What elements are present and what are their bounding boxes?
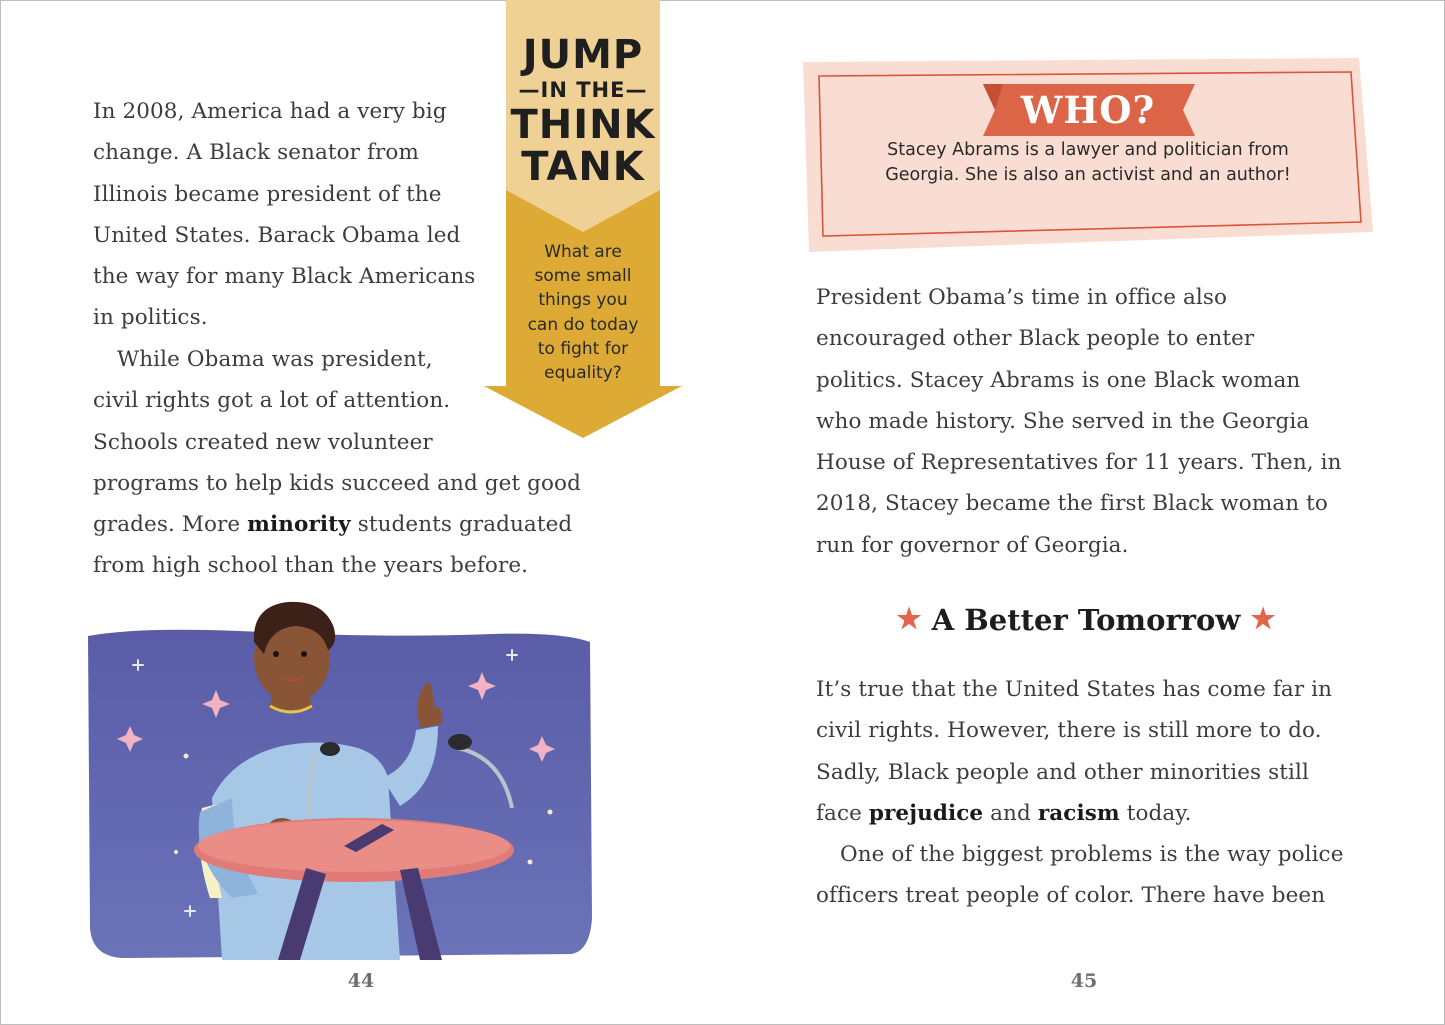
text-span: and [983,800,1038,826]
think-tank-question [514,240,652,385]
text-line: One of the biggest problems is the way police [840,842,1344,868]
heading-text: A Better Tomorrow [931,603,1241,637]
question-line: to fight for [537,338,629,359]
title-line: THINK [510,102,656,148]
keyword-minority: minority [247,512,351,538]
who-title [803,88,1373,132]
illustration-art [82,598,594,960]
text-line: Sadly, Black people and other minorities still [816,759,1309,785]
text-line: from high school than the years before. [93,553,529,579]
who-box [803,58,1373,254]
right-paragraph-2 [816,669,1344,917]
text-line: Illinois became president of the [93,181,442,207]
think-tank-title [506,34,660,188]
question-line: What are [544,242,622,262]
who-title-text: WHO? [1020,88,1156,132]
speaker-illustration [82,598,594,960]
text-line: officers treat people of color. There have been [816,883,1326,909]
text-line: While Obama was president, [117,347,433,372]
text-line: 2018, Stacey became the first Black woman to [816,491,1328,517]
who-text-line: Georgia. She is also an activist and an author! [885,165,1291,185]
section-heading [816,602,1356,637]
text-line: House of Representatives for 11 years. Then, in [816,450,1342,476]
text-line: politics. Stacey Abrams is one Black woman [816,367,1301,393]
text-line: encouraged other Black people to enter [816,326,1255,352]
question-line: some small [534,266,632,287]
text-line [93,504,581,545]
right-paragraph-1 [816,277,1342,566]
title-line: TANK [521,144,645,190]
question-line: equality? [544,363,622,384]
text-span: students graduated [350,512,573,538]
who-description [853,138,1323,188]
text-span: face [816,800,869,826]
who-text-line: Stacey Abrams is a lawyer and politician from [887,140,1289,160]
text-line: civil rights got a lot of attention. [93,388,451,414]
text-line: President Obama’s time in office also [816,285,1228,310]
text-line: programs to help kids succeed and get good [93,470,581,496]
text-span: grades. More [93,512,248,538]
text-line [816,793,1344,834]
text-line: It’s true that the United States has come far in [816,677,1333,702]
star-icon: ★ [1250,602,1276,635]
text-line: civil rights. However, there is still more to do. [816,718,1322,744]
star-icon: ★ [896,602,922,635]
text-span: today. [1119,800,1192,826]
title-line: —IN THE— [518,78,648,102]
page-number: 44 [347,970,375,992]
text-line: Schools created new volunteer [93,429,433,455]
text-line: the way for many Black Americans [93,264,476,290]
text-line: run for governor of Georgia. [816,532,1129,558]
text-line: In 2008, America had a very big [93,99,447,124]
left-paragraph-1 [93,91,475,339]
text-line: United States. Barack Obama led [93,222,461,248]
question-line: things you [538,290,628,311]
left-page [0,0,722,1025]
text-line: who made history. She served in the Georgia [816,408,1310,434]
text-line: in politics. [93,305,208,331]
keyword-racism: racism [1037,800,1120,826]
think-tank-banner [484,0,682,440]
page-number: 45 [1070,970,1098,992]
question-line: can do today [527,314,639,335]
keyword-prejudice: prejudice [868,800,984,826]
text-line: change. A Black senator from [93,140,419,166]
title-line: JUMP [522,32,644,78]
